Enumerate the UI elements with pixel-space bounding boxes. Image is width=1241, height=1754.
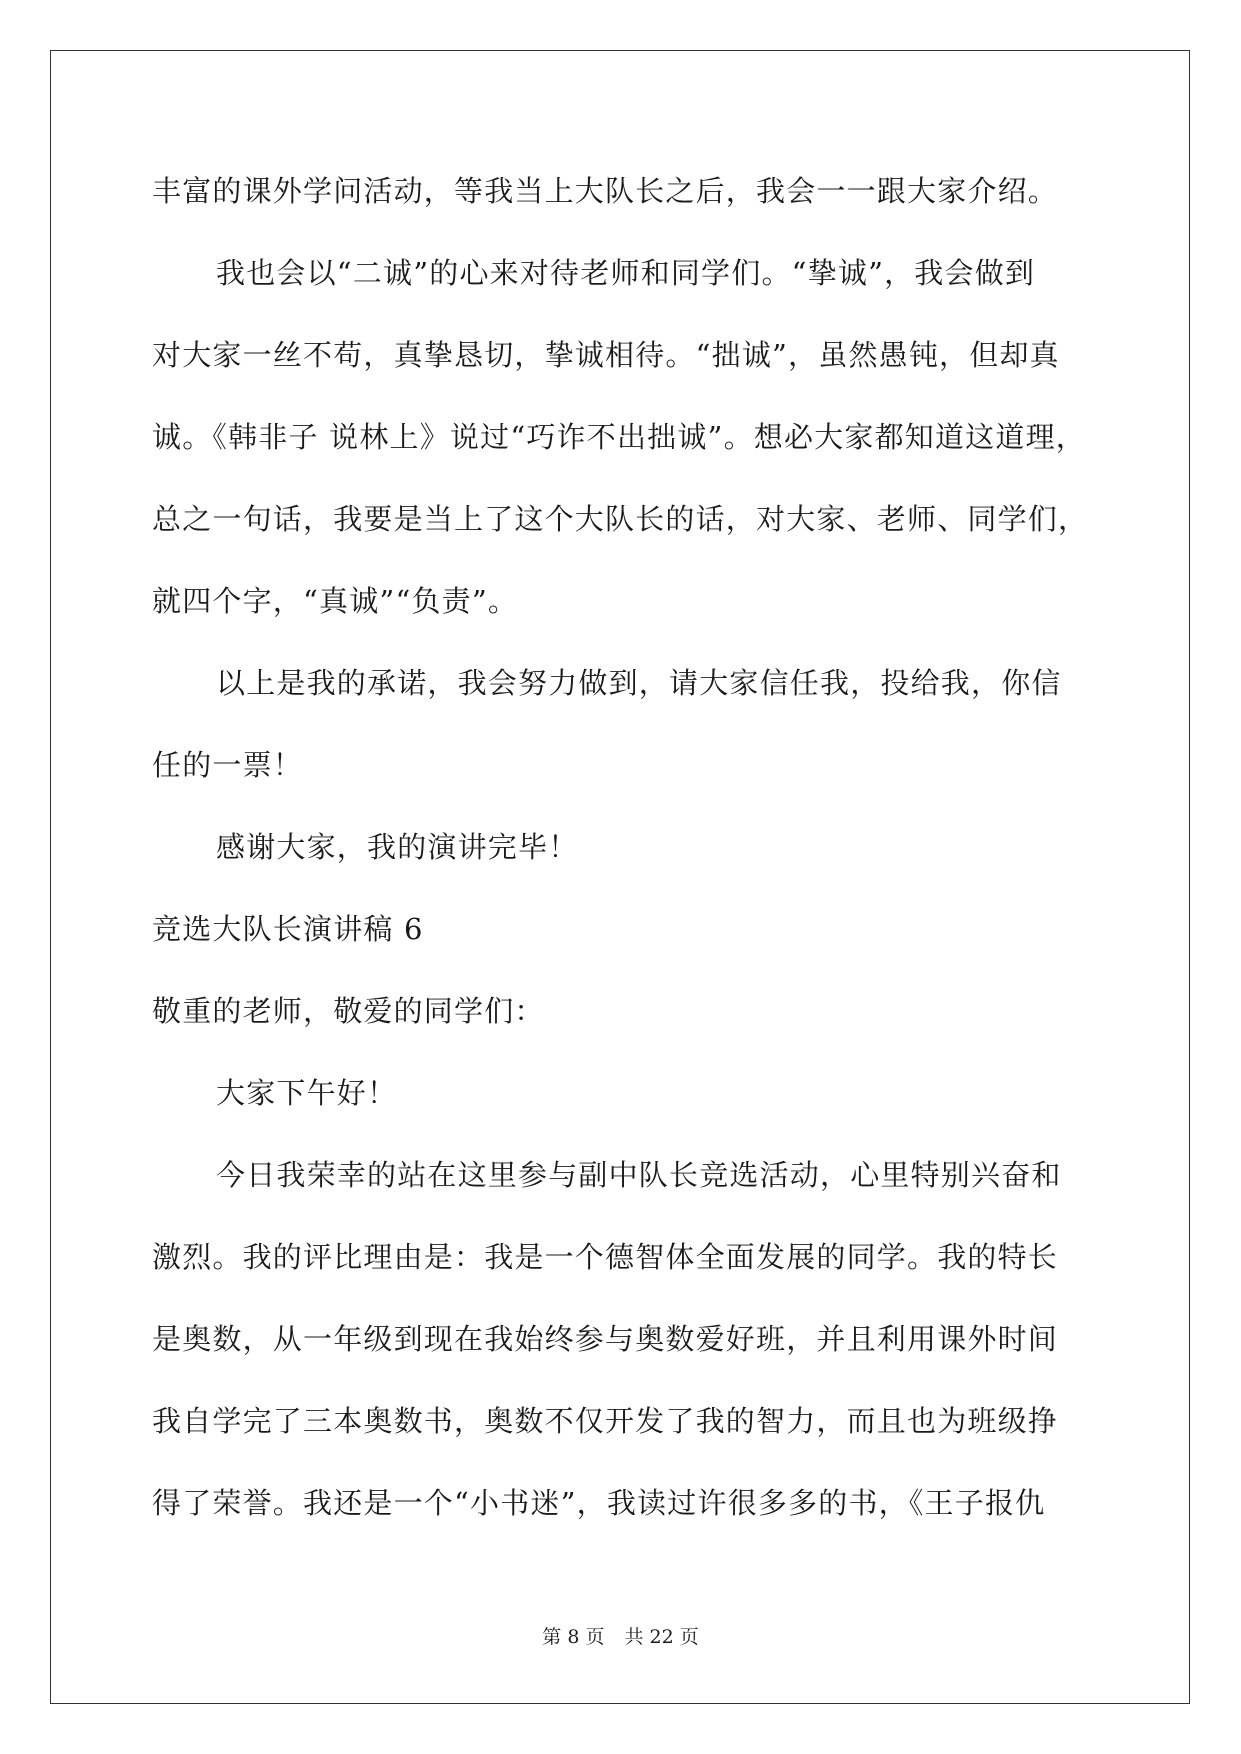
page-total: 共 22 页 [624,1626,699,1648]
text-line-6: 就四个字，“真诚”“负责”。 [152,584,519,618]
text-line-16: 我自学完了三本奥数书，奥数不仅开发了我的智力，而且也为班级挣 [152,1404,1059,1438]
page-footer [0,1622,1241,1649]
text-line-4: 诚。《韩非子 说林上》说过“巧诈不出拙诚”。想必大家都知道这道理， [152,420,1086,454]
salutation: 敬重的老师，敬爱的同学们： [152,994,545,1028]
text-line-13: 今日我荣幸的站在这里参与副中队长竞选活动，心里特别兴奋和 [216,1158,1062,1192]
text-line-7: 以上是我的承诺，我会努力做到，请大家信任我，投给我，你信 [216,666,1062,700]
text-line-8: 任的一票！ [152,748,304,782]
document-body [152,166,1102,1560]
text-line-14: 激烈。我的评比理由是：我是一个德智体全面发展的同学。我的特长 [152,1240,1059,1274]
page-number: 第 8 页 [542,1626,605,1648]
text-line-3: 对大家一丝不苟，真挚恳切，挚诚相待。“拙诚”，虽然愚钝，但却真 [152,338,1060,372]
section-heading: 竞选大队长演讲稿 6 [152,912,424,946]
text-line-5: 总之一句话，我要是当上了这个大队长的话，对大家、老师、同学们， [152,502,1089,536]
text-line-17: 得了荣誉。我还是一个“小书迷”，我读过许很多多的书，《王子报仇 [152,1486,1046,1520]
greeting: 大家下午好！ [216,1076,398,1110]
text-line-15: 是奥数，从一年级到现在我始终参与奥数爱好班，并且利用课外时间 [152,1322,1059,1356]
text-line-2: 我也会以“二诚”的心来对待老师和同学们。“挚诚”，我会做到 [216,256,1036,290]
text-line-9: 感谢大家，我的演讲完毕！ [216,830,579,864]
text-line-1: 丰富的课外学问活动，等我当上大队长之后，我会一一跟大家介绍。 [152,174,1059,208]
